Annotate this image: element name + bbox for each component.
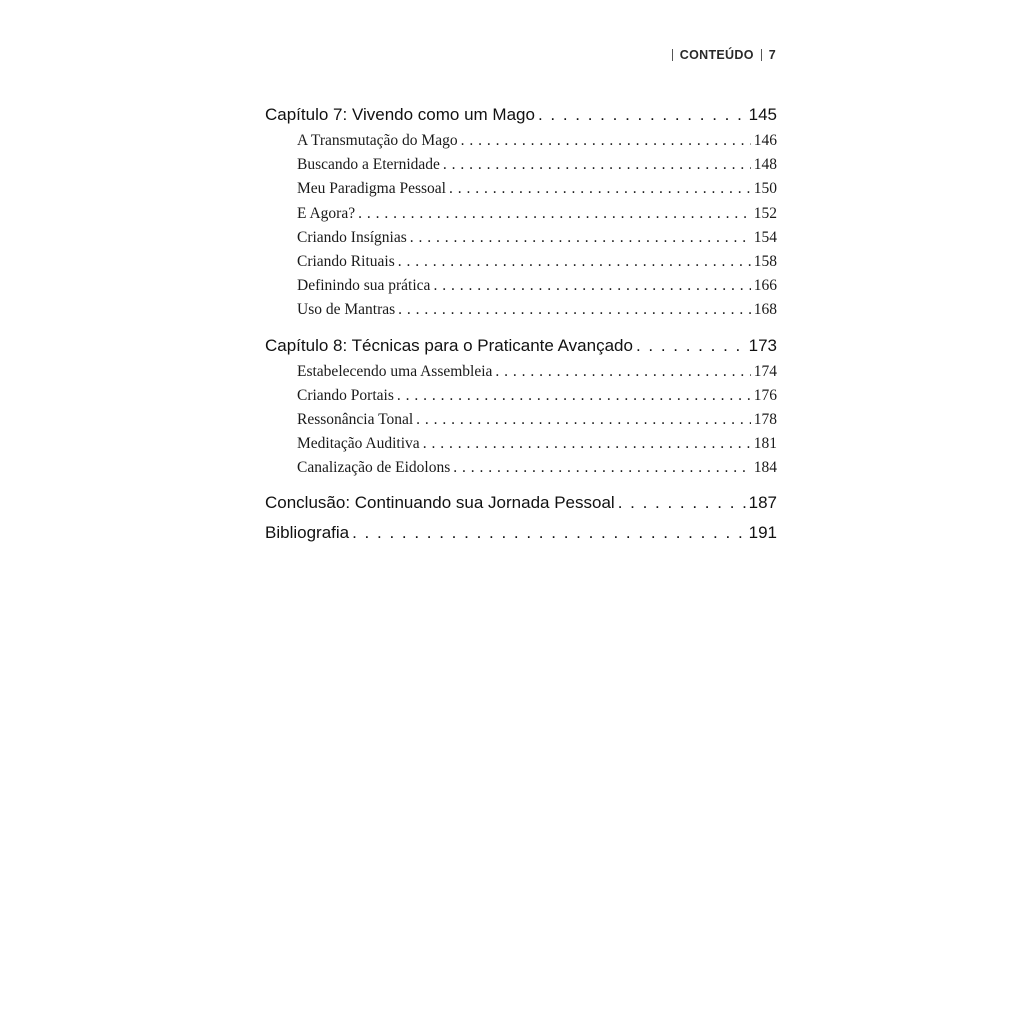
toc-chapter-entry [265, 331, 777, 360]
dot-leader [433, 274, 750, 298]
chapter-title: Capítulo 7: Vivendo como um Mago [265, 105, 535, 124]
dot-leader [398, 250, 751, 274]
section-title: Ressonância Tonal [297, 410, 414, 428]
toc-chapter-entry [265, 100, 777, 129]
toc-section-entry [265, 456, 777, 480]
toc-section-entry [265, 250, 777, 274]
section-title: A Transmutação do Mago [297, 132, 458, 149]
toc-section-entry [265, 298, 777, 322]
toc-section-entry [265, 153, 777, 177]
toc-section-entry [265, 226, 777, 250]
dot-leader [538, 100, 746, 129]
section-page-number: 176 [753, 386, 777, 404]
dot-leader [636, 331, 746, 360]
header-section-label: CONTEÚDO [679, 48, 754, 62]
section-page-number: 184 [753, 459, 777, 477]
dot-leader [423, 432, 751, 456]
toc-chapter-block [265, 331, 777, 481]
section-page-number: 152 [753, 204, 777, 222]
chapter-page-number: 191 [748, 523, 777, 543]
section-title: Estabelecendo uma Assembleia [297, 362, 493, 380]
toc-chapter-block [265, 518, 777, 547]
section-page-number: 154 [753, 228, 777, 246]
section-page-number: 146 [753, 132, 777, 149]
header-divider [672, 49, 673, 61]
section-title: Criando Rituais [297, 252, 395, 270]
toc-chapter-entry [265, 488, 777, 517]
section-page-number: 174 [753, 362, 777, 380]
dot-leader [416, 408, 751, 432]
running-header [600, 46, 776, 64]
dot-leader [358, 202, 751, 226]
table-of-contents [265, 100, 777, 555]
dot-leader [449, 177, 751, 201]
dot-leader [453, 456, 751, 480]
toc-section-entry [265, 202, 777, 226]
toc-chapter-block [265, 100, 777, 323]
section-title: Criando Portais [297, 386, 394, 404]
section-title: Meu Paradigma Pessoal [297, 180, 446, 198]
dot-leader [618, 488, 746, 517]
chapter-title: Conclusão: Continuando sua Jornada Pessoal [265, 493, 615, 513]
toc-section-entry [265, 274, 777, 298]
section-title: Uso de Mantras [297, 301, 396, 319]
section-title: E Agora? [297, 204, 356, 222]
section-page-number: 166 [753, 277, 777, 295]
dot-leader [352, 518, 746, 547]
toc-section-entry [265, 360, 777, 384]
toc-section-entry [265, 177, 777, 201]
section-page-number: 168 [753, 301, 777, 319]
dot-leader [495, 360, 750, 384]
section-title: Meditação Auditiva [297, 435, 420, 453]
section-page-number: 150 [753, 180, 777, 198]
section-title: Buscando a Eternidade [297, 156, 440, 174]
section-page-number: 181 [753, 435, 777, 453]
section-title: Criando Insígnias [297, 228, 407, 246]
dot-leader [397, 384, 751, 408]
header-page-number: 7 [768, 48, 776, 62]
chapter-title: Bibliografia [265, 523, 350, 543]
toc-section-entry [265, 129, 777, 153]
section-title: Definindo sua prática [297, 277, 431, 295]
section-page-number: 148 [753, 156, 777, 174]
chapter-page-number: 187 [748, 493, 777, 513]
toc-chapter-entry [265, 518, 777, 547]
toc-section-entry [265, 408, 777, 432]
chapter-page-number: 145 [748, 105, 777, 124]
dot-leader [398, 298, 751, 322]
chapter-title: Capítulo 8: Técnicas para o Praticante Avançado [265, 335, 633, 355]
toc-section-entry [265, 384, 777, 408]
header-divider [761, 49, 762, 61]
dot-leader [410, 226, 751, 250]
chapter-page-number: 173 [748, 335, 777, 355]
section-page-number: 178 [753, 410, 777, 428]
section-page-number: 158 [753, 252, 777, 270]
dot-leader [443, 153, 751, 177]
section-title: Canalização de Eidolons [297, 459, 451, 477]
dot-leader [461, 129, 751, 153]
toc-chapter-block [265, 488, 777, 517]
toc-section-entry [265, 432, 777, 456]
